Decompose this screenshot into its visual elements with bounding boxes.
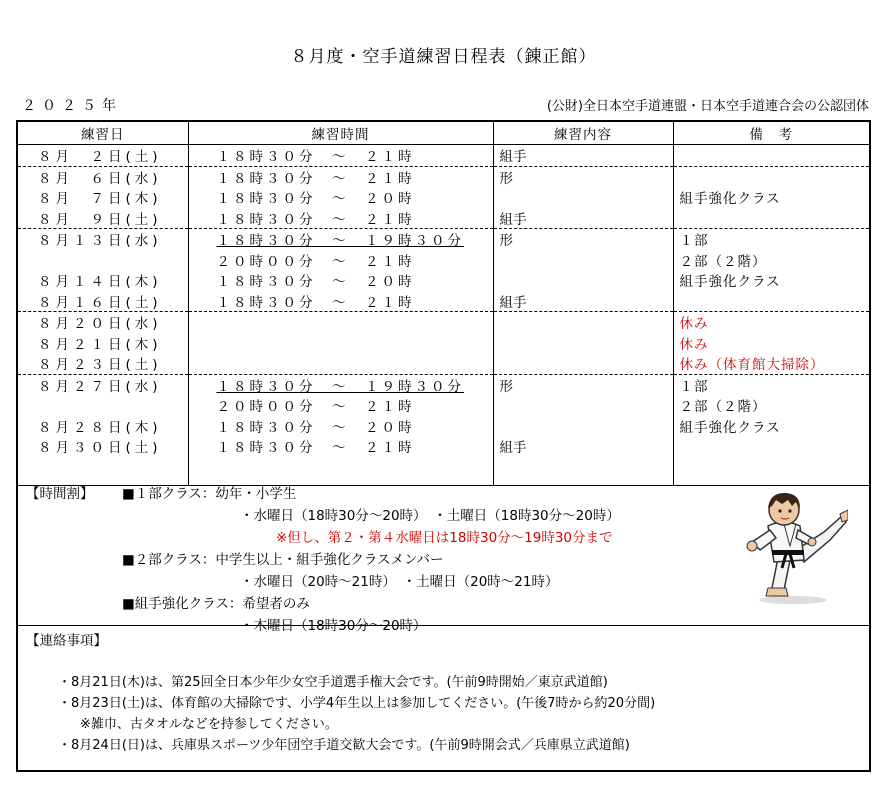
note-cell: 休み <box>673 333 869 354</box>
content-cell: 形 <box>493 166 673 187</box>
time-cell: １８時３０分 ～ ２０時 <box>188 187 493 208</box>
empty-cell <box>493 457 673 486</box>
empty-cell <box>188 457 493 486</box>
schedule-table <box>18 122 869 486</box>
date-cell: ８月２１日(木) <box>18 333 188 354</box>
time-cell: １８時３０分 ～ ２１時 <box>188 208 493 229</box>
note-cell <box>673 436 869 457</box>
date-cell <box>18 395 188 416</box>
table-row <box>18 270 869 291</box>
empty-cell <box>18 457 188 486</box>
time-cell: ２０時００分 ～ ２１時 <box>188 395 493 416</box>
time-cell: １８時３０分 ～ ２１時 <box>188 166 493 187</box>
table-row <box>18 374 869 395</box>
class3-days: ・木曜日（18時30分～20時） <box>240 618 427 634</box>
section-divider <box>18 625 869 626</box>
timetable-heading: 【時間割】 <box>26 486 94 502</box>
content-cell <box>493 416 673 437</box>
date-cell: ８月１３日(水) <box>18 229 188 250</box>
date-cell: ８月２８日(木) <box>18 416 188 437</box>
table-row <box>18 312 869 333</box>
date-cell: ８月１６日(土) <box>18 291 188 312</box>
table-row <box>18 145 869 167</box>
content-cell <box>493 395 673 416</box>
table-row <box>18 208 869 229</box>
note-cell <box>673 145 869 167</box>
table-row <box>18 229 869 250</box>
date-cell <box>18 250 188 271</box>
page-title: ８月度・空手道練習日程表（錬正館） <box>290 47 597 67</box>
time-text: １８時３０分 ～ １９時３０分 <box>216 233 464 250</box>
table-row <box>18 333 869 354</box>
time-cell <box>188 353 493 374</box>
time-cell <box>188 374 493 395</box>
date-cell: ８月２３日(土) <box>18 353 188 374</box>
class1-note: ※但し、第２・第４水曜日は18時30分～19時30分まで <box>276 530 613 546</box>
header-time: 練習時間 <box>188 122 493 145</box>
date-cell: ８月２７日(水) <box>18 374 188 395</box>
note-cell <box>673 208 869 229</box>
note-cell: ２部（２階） <box>673 395 869 416</box>
content-cell: 形 <box>493 229 673 250</box>
date-cell: ８月 ６日(水) <box>18 166 188 187</box>
note-cell: 組手強化クラス <box>673 416 869 437</box>
table-row <box>18 395 869 416</box>
date-cell: ８月１４日(木) <box>18 270 188 291</box>
date-cell: ８月 ７日(木) <box>18 187 188 208</box>
organization-label: (公財)全日本空手道連盟・日本空手道連合会の公認団体 <box>546 99 869 114</box>
karate-kid-illustration <box>738 488 848 606</box>
content-cell: 組手 <box>493 145 673 167</box>
class2-label: ■２部クラス：中学生以上・組手強化クラスメンバー <box>122 552 444 568</box>
table-row <box>18 436 869 457</box>
class3-label: ■組手強化クラス：希望者のみ <box>122 596 310 612</box>
class1-label: ■１部クラス：幼年・小学生 <box>122 486 297 502</box>
table-row-empty <box>18 457 869 486</box>
time-text: １８時３０分 ～ １９時３０分 <box>216 378 464 395</box>
date-cell: ８月３０日(土) <box>18 436 188 457</box>
note-cell <box>673 291 869 312</box>
date-cell: ８月 ２日(土) <box>18 145 188 167</box>
year-label: ２０２５年 <box>22 98 122 114</box>
content-cell <box>493 270 673 291</box>
date-cell: ８月 ９日(土) <box>18 208 188 229</box>
table-row <box>18 250 869 271</box>
table-row <box>18 166 869 187</box>
note-cell: 休み（体育館大掃除） <box>673 353 869 374</box>
content-cell: 形 <box>493 374 673 395</box>
content-cell <box>493 353 673 374</box>
note-cell: １部 <box>673 374 869 395</box>
time-cell <box>188 229 493 250</box>
class1-days: ・水曜日（18時30分～20時） ・土曜日（18時30分～20時） <box>240 508 620 524</box>
time-cell <box>188 333 493 354</box>
time-cell: ２０時００分 ～ ２１時 <box>188 250 493 271</box>
notice-item: ・8月21日(木)は、第25回全日本少年少女空手道選手権大会です。(午前9時開始／東京武道館) <box>58 675 608 690</box>
time-cell: １８時３０分 ～ ２０時 <box>188 416 493 437</box>
class2-days: ・水曜日（20時～21時） ・土曜日（20時～21時） <box>240 574 559 590</box>
time-cell: １８時３０分 ～ ２１時 <box>188 436 493 457</box>
content-cell <box>493 250 673 271</box>
time-cell: １８時３０分 ～ ２１時 <box>188 291 493 312</box>
time-cell: １８時３０分 ～ ２１時 <box>188 145 493 167</box>
header-date: 練習日 <box>18 122 188 145</box>
time-cell <box>188 312 493 333</box>
note-cell: 組手強化クラス <box>673 270 869 291</box>
notices-heading: 【連絡事項】 <box>26 633 107 649</box>
schedule-body <box>18 145 869 486</box>
content-cell <box>493 187 673 208</box>
content-cell <box>493 333 673 354</box>
notice-item: ・8月23日(土)は、体育館の大掃除です、小学4年生以上は参加してください。(午後7時から約20分間) <box>58 696 656 711</box>
content-cell: 組手 <box>493 208 673 229</box>
empty-cell <box>673 457 869 486</box>
content-cell: 組手 <box>493 291 673 312</box>
time-cell: １８時３０分 ～ ２０時 <box>188 270 493 291</box>
notice-item: ※雑巾、古タオルなどを持参してください。 <box>80 717 338 732</box>
note-cell: 組手強化クラス <box>673 187 869 208</box>
note-cell <box>673 166 869 187</box>
table-header-row <box>18 122 869 145</box>
table-row <box>18 353 869 374</box>
content-cell: 組手 <box>493 436 673 457</box>
notice-item: ・8月24日(日)は、兵庫県スポーツ少年団空手道交歓大会です。(午前9時開会式／兵庫県立武道館) <box>58 738 630 753</box>
note-cell: ２部（２階） <box>673 250 869 271</box>
note-cell: １部 <box>673 229 869 250</box>
note-cell: 休み <box>673 312 869 333</box>
content-cell <box>493 312 673 333</box>
table-row <box>18 416 869 437</box>
header-note: 備 考 <box>673 122 869 145</box>
table-row <box>18 187 869 208</box>
table-row <box>18 291 869 312</box>
schedule-frame <box>16 120 871 772</box>
header-content: 練習内容 <box>493 122 673 145</box>
date-cell: ８月２０日(水) <box>18 312 188 333</box>
